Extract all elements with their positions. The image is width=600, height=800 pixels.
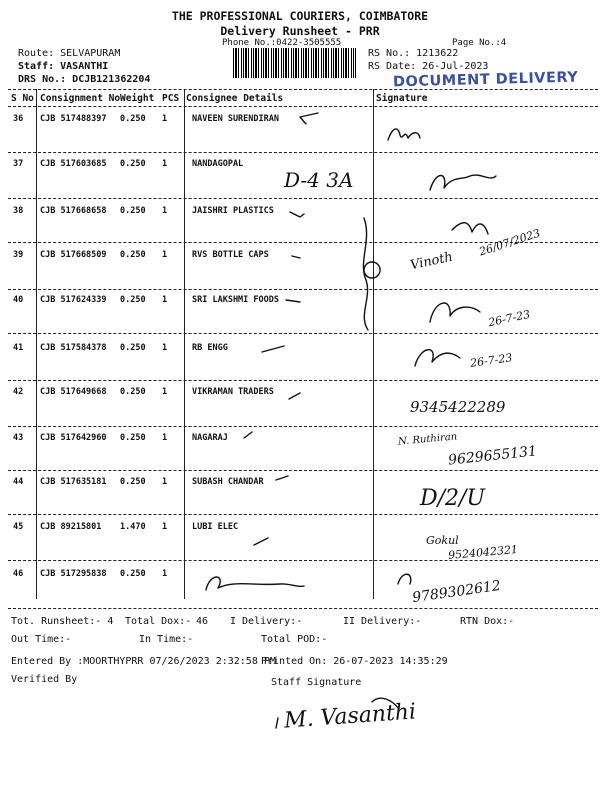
row-consignment: CJB 517624339 [40, 295, 107, 305]
company-name: THE PROFESSIONAL COURIERS, COIMBATORE [171, 9, 429, 23]
row-sno: 46 [13, 569, 24, 579]
staff-signature-label: Staff Signature [271, 677, 362, 688]
total-dox-label: Total Dox:- [125, 616, 192, 627]
phone-number: Phone No.:0422-3505555 [222, 38, 342, 48]
tick-mark [244, 432, 252, 438]
tick-mark [286, 300, 300, 302]
row-weight: 0.250 [120, 206, 146, 216]
handwritten-phone-r43: 9629655131 [447, 443, 538, 469]
tick-mark [254, 538, 268, 545]
row-pcs: 1 [162, 114, 168, 124]
tick-mark [262, 346, 284, 352]
row-sno: 37 [13, 159, 24, 169]
row-pcs: 1 [162, 295, 168, 305]
i-delivery: I Delivery:- [230, 616, 303, 627]
col-weight: Weight [120, 93, 155, 104]
row-weight: 0.250 [120, 433, 146, 443]
drs-number: DRS No.: DCJB121362204 [18, 74, 151, 85]
signature-46b [398, 574, 411, 584]
row-sno: 43 [13, 433, 24, 443]
row-sno: 39 [13, 250, 24, 260]
row-consignee: RB ENGG [192, 343, 228, 353]
row-consignment: CJB 89215801 [40, 522, 102, 532]
rtn-dox: RTN Dox:- [460, 616, 515, 627]
col-pcs: PCS [162, 93, 180, 104]
row-consignment: CJB 517584378 [40, 343, 107, 353]
handwritten-phone-r46: 9789302612 [411, 577, 502, 607]
rs-number: RS No.: 1213622 [368, 48, 459, 59]
document-delivery-stamp: DOCUMENT DELIVERY [392, 69, 579, 91]
handwritten-phone-r45: 9524042321 [447, 542, 519, 563]
total-pod: Total POD:- [261, 634, 328, 645]
staff-name: Staff: VASANTHI [18, 61, 109, 72]
row-consignment: CJB 517668658 [40, 206, 107, 216]
row-weight: 0.250 [120, 569, 146, 579]
row-consignee: RVS BOTTLE CAPS [192, 250, 269, 260]
tick-mark [292, 256, 300, 258]
col-consignee: Consignee Details [186, 93, 284, 104]
handwritten-date-r41: 26-7-23 [469, 351, 514, 370]
row-weight: 0.250 [120, 250, 146, 260]
document-title: Delivery Runsheet - PRR [220, 24, 380, 38]
row-weight: 0.250 [120, 295, 146, 305]
row-consignment: CJB 517668509 [40, 250, 107, 260]
row-weight: 0.250 [120, 387, 146, 397]
tot-runsheet: Tot. Runsheet:- 4 [11, 616, 114, 627]
row-sno: 41 [13, 343, 24, 353]
row-consignment: CJB 517635181 [40, 477, 107, 487]
row-pcs: 1 [162, 433, 168, 443]
row-weight: 0.250 [120, 159, 146, 169]
row-consignee: SUBASH CHANDAR [192, 477, 264, 487]
row-pcs: 1 [162, 206, 168, 216]
row-pcs: 1 [162, 387, 168, 397]
col-consignment: Consignment No [40, 93, 121, 104]
handwritten-sign-r44: D/2/U [420, 486, 486, 511]
row-pcs: 1 [162, 159, 168, 169]
row-consignment: CJB 517649668 [40, 387, 107, 397]
circle-mark [364, 262, 380, 278]
row-weight: 1.470 [120, 522, 146, 532]
verified-by: Verified By [11, 674, 78, 685]
row-sno: 45 [13, 522, 24, 532]
row-consignee: LUBI ELEC [192, 522, 239, 532]
signature-37 [430, 175, 496, 190]
row-pcs: 1 [162, 477, 168, 487]
ii-delivery: II Delivery:- [343, 616, 422, 627]
row-weight: 0.250 [120, 477, 146, 487]
page-number: Page No.:4 [452, 38, 507, 48]
rs-date: RS Date: 26-Jul-2023 [368, 61, 489, 72]
tick-mark [289, 393, 300, 399]
handwritten-name-r43: N. Ruthiran [397, 431, 458, 448]
row-consignment: CJB 517603685 [40, 159, 107, 169]
col-sno: S No [11, 93, 34, 104]
row-consignment: CJB 517295838 [40, 569, 107, 579]
handwritten-date-r40: 26-7-23 [487, 307, 532, 330]
row-consignee: NAGARAJ [192, 433, 228, 443]
handwritten-date-r39: 26/07/2023 [477, 226, 542, 259]
signature-40 [430, 303, 480, 322]
signature-38 [452, 223, 488, 234]
row-consignee: VIKRAMAN TRADERS [192, 387, 274, 397]
row-sno: 36 [13, 114, 24, 124]
row-consignee: NAVEEN SURENDIRAN [192, 114, 279, 124]
col-signature: Signature [376, 93, 428, 104]
printed-on: Printed On: 26-07-2023 14:35:29 [261, 656, 448, 667]
handwritten-note-r37: D-4 3A [284, 168, 354, 192]
row-consignment: CJB 517488397 [40, 114, 107, 124]
out-time: Out Time:- [11, 634, 72, 645]
signature-36 [388, 129, 420, 140]
row-pcs: 1 [162, 569, 168, 579]
row-sno: 42 [13, 387, 24, 397]
row-pcs: 1 [162, 522, 168, 532]
row-consignee: SRI LAKSHMI FOODS [192, 295, 279, 305]
tick-mark [300, 113, 318, 124]
total-dox-value: 46 [196, 616, 209, 627]
row-weight: 0.250 [120, 343, 146, 353]
staff-signature-handwriting: M. Vasanthi [283, 699, 417, 734]
row-pcs: 1 [162, 343, 168, 353]
row-weight: 0.250 [120, 114, 146, 124]
entered-by: Entered By :MOORTHYPRR 07/26/2023 2:32:58 PM [11, 656, 276, 667]
route: Route: SELVAPURAM [18, 48, 121, 59]
row-pcs: 1 [162, 250, 168, 260]
row-sno: 40 [13, 295, 24, 305]
row-consignment: CJB 517642960 [40, 433, 107, 443]
tick-mark [290, 212, 304, 217]
signature-41 [415, 350, 460, 366]
handwritten-sign-r39: Vinoth [408, 249, 455, 274]
tick-mark [276, 476, 288, 480]
row-sno: 44 [13, 477, 24, 487]
handwritten-name-r45: Gokul [426, 534, 459, 547]
in-time: In Time:- [139, 634, 194, 645]
row-consignee: JAISHRI PLASTICS [192, 206, 274, 216]
signature-46 [206, 577, 304, 590]
handwritten-phone-r42: 9345422289 [410, 398, 506, 416]
row-sno: 38 [13, 206, 24, 216]
row-consignee: NANDAGOPAL [192, 159, 244, 169]
